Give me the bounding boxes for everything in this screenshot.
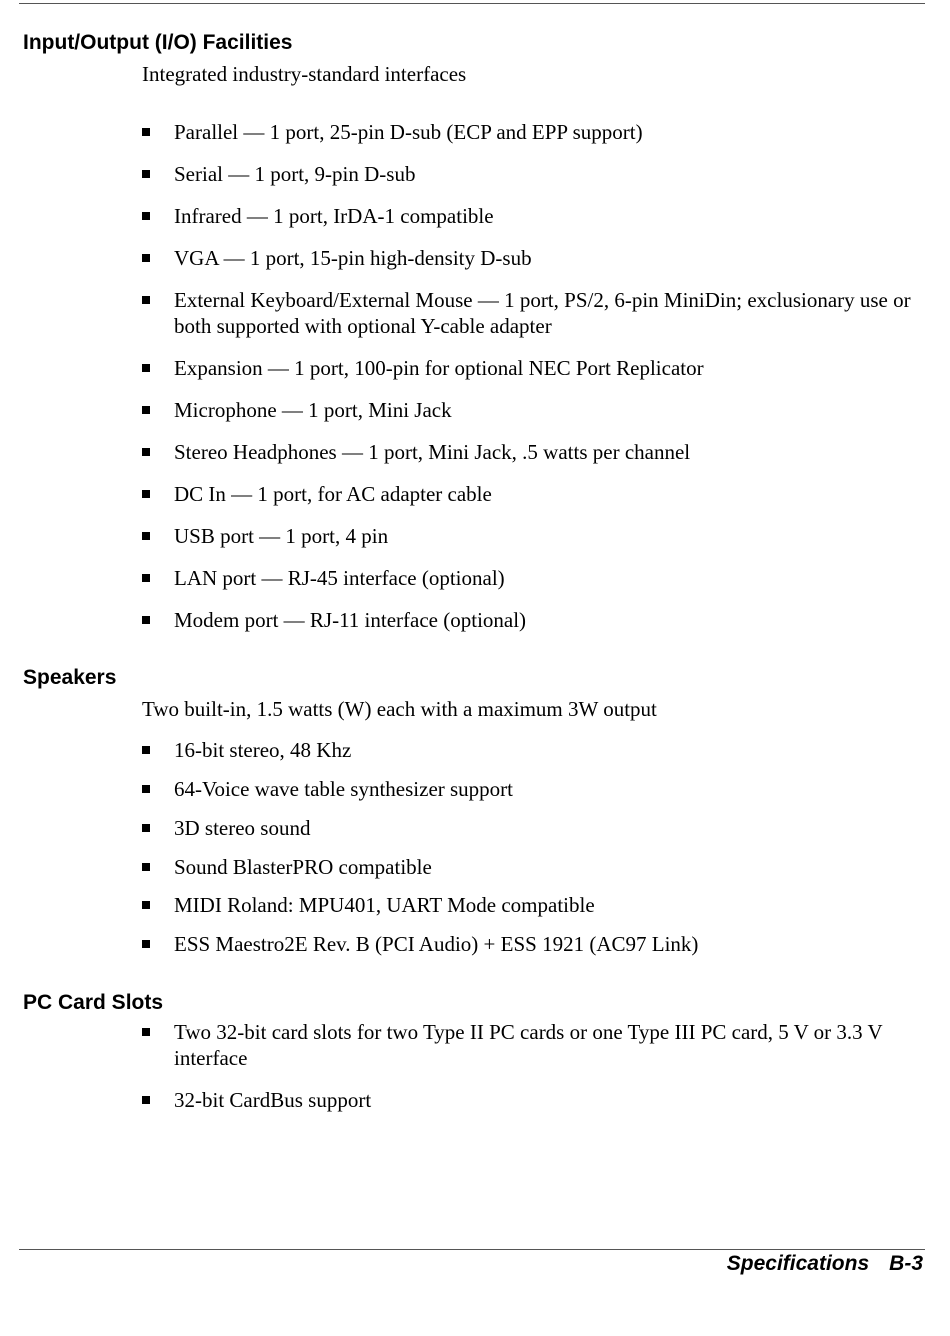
bullet-square-icon: [142, 128, 150, 136]
list-item: [142, 776, 918, 802]
list-item: [142, 523, 918, 549]
list-item-text: 64-Voice wave table synthesizer support: [174, 777, 514, 801]
list-item-text: DC In — 1 port, for AC adapter cable: [174, 482, 492, 506]
bullet-square-icon: [142, 574, 150, 582]
list-item-text: 32-bit CardBus support: [174, 1088, 372, 1112]
footer-title: Specifications: [726, 1252, 870, 1275]
list-item-text: 16-bit stereo, 48 Khz: [174, 738, 352, 762]
list-item: [142, 355, 918, 381]
list-item-text: USB port — 1 port, 4 pin: [174, 524, 389, 548]
list-item-text: 3D stereo sound: [174, 816, 311, 840]
bullet-square-icon: [142, 746, 150, 754]
list-item-text: MIDI Roland: MPU401, UART Mode compatible: [174, 893, 595, 917]
top-rule: [19, 3, 925, 4]
list-item: [142, 607, 918, 633]
list-item: [142, 397, 918, 423]
section-heading-pc-card-slots: PC Card Slots: [23, 991, 164, 1014]
list-item-text: Infrared — 1 port, IrDA-1 compatible: [174, 204, 494, 228]
bullet-square-icon: [142, 212, 150, 220]
list-item: [142, 1087, 918, 1113]
list-item-text: LAN port — RJ-45 interface (optional): [174, 566, 505, 590]
section-heading-speakers: Speakers: [23, 666, 117, 689]
list-item: [142, 287, 918, 339]
list-item: [142, 931, 918, 957]
list-item-text: Serial — 1 port, 9-pin D-sub: [174, 162, 416, 186]
list-item: [142, 892, 918, 918]
list-item-text: Microphone — 1 port, Mini Jack: [174, 398, 452, 422]
bullet-square-icon: [142, 940, 150, 948]
list-item-text: Sound BlasterPRO compatible: [174, 855, 432, 879]
bullet-square-icon: [142, 616, 150, 624]
list-item-text: ESS Maestro2E Rev. B (PCI Audio) + ESS 1921 (AC97 Link): [174, 932, 699, 956]
list-item: [142, 737, 918, 763]
section-heading-io: Input/Output (I/O) Facilities: [23, 31, 293, 54]
list-item: [142, 119, 918, 145]
bullet-square-icon: [142, 296, 150, 304]
bullet-square-icon: [142, 448, 150, 456]
bottom-rule: [19, 1249, 925, 1250]
list-item: [142, 815, 918, 841]
list-item: [142, 245, 918, 271]
bullet-square-icon: [142, 364, 150, 372]
list-item-text: Stereo Headphones — 1 port, Mini Jack, .5 watts per channel: [174, 440, 691, 464]
list-item-text: Modem port — RJ-11 interface (optional): [174, 608, 527, 632]
section-intro-io: Integrated industry-standard interfaces: [142, 62, 467, 86]
list-item: [142, 481, 918, 507]
list-item: [142, 565, 918, 591]
section-intro-speakers: Two built-in, 1.5 watts (W) each with a maximum 3W output: [142, 697, 657, 721]
list-item-text: Expansion — 1 port, 100-pin for optional NEC Port Replicator: [174, 356, 704, 380]
list-item: [142, 1019, 918, 1071]
page-number: B-3: [889, 1252, 923, 1275]
list-item: [142, 854, 918, 880]
list-item-text: Parallel — 1 port, 25-pin D-sub (ECP and EPP support): [174, 120, 643, 144]
bullet-square-icon: [142, 490, 150, 498]
list-item: [142, 203, 918, 229]
bullet-square-icon: [142, 785, 150, 793]
bullet-square-icon: [142, 1028, 150, 1036]
bullet-square-icon: [142, 406, 150, 414]
bullet-square-icon: [142, 532, 150, 540]
list-item: [142, 439, 918, 465]
bullet-square-icon: [142, 1096, 150, 1104]
bullet-square-icon: [142, 824, 150, 832]
list-item-text: VGA — 1 port, 15-pin high-density D-sub: [174, 246, 532, 270]
list-item-text: External Keyboard/External Mouse — 1 port, PS/2, 6-pin MiniDin; exclusionary use or both supported with optional Y-cable adapter: [174, 288, 911, 338]
list-item-text: Two 32-bit card slots for two Type II PC cards or one Type III PC card, 5 V or 3.3 V interface: [174, 1020, 883, 1070]
bullet-square-icon: [142, 254, 150, 262]
list-item: [142, 161, 918, 187]
bullet-square-icon: [142, 901, 150, 909]
bullet-square-icon: [142, 863, 150, 871]
bullet-square-icon: [142, 170, 150, 178]
page-footer: [727, 1251, 923, 1277]
